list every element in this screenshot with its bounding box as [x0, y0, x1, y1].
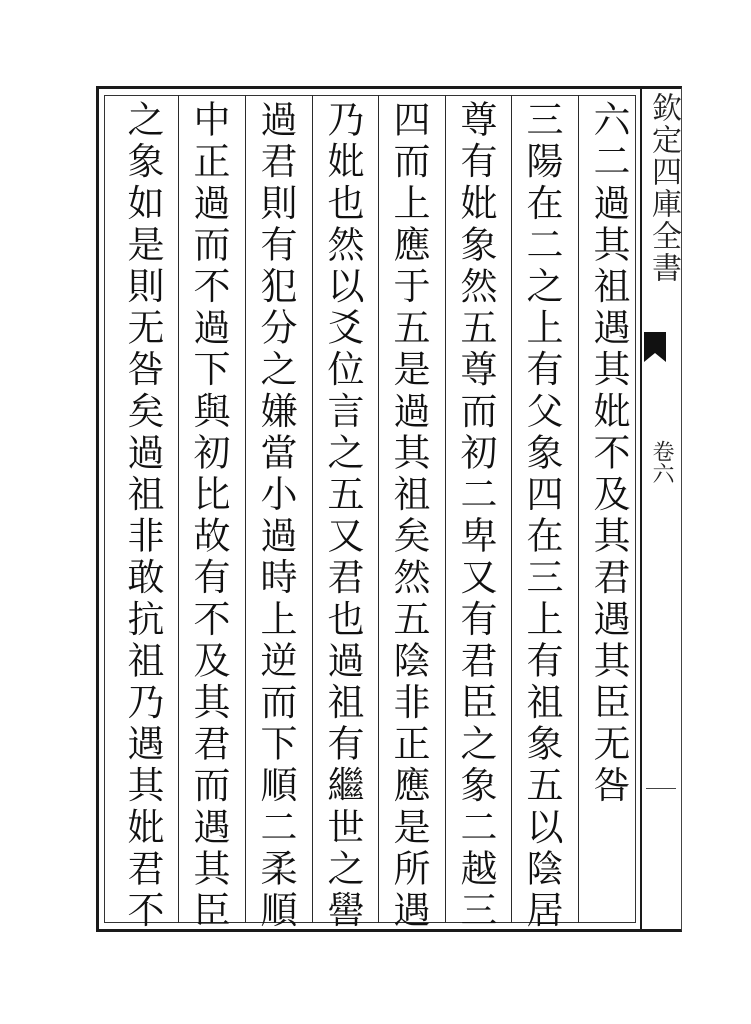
text-column: 之象如是則无咎矣過祖非敢抗祖乃遇其妣君不 [121, 100, 164, 932]
column-rule [245, 95, 246, 923]
text-column: 四而上應于五是過其祖矣然五陰非正應是所遇 [387, 100, 430, 932]
text-column: 尊有妣象然五尊而初二卑又有君臣之象二越三 [454, 100, 497, 932]
column-rule [312, 95, 313, 923]
column-rule [445, 95, 446, 923]
book-title: 欽定四庫全書 [646, 92, 681, 284]
text-column: 三陽在二之上有父象四在三上有祖象五以陰居 [520, 100, 563, 932]
text-column-heading: 六二過其祖遇其妣不及其君遇其臣无咎 [587, 100, 630, 808]
margin-tick [646, 788, 676, 789]
column-rule [578, 95, 579, 923]
column-rule [511, 95, 512, 923]
column-rule [178, 95, 179, 923]
text-column: 乃妣也然以爻位言之五又君也過祖有繼世之嚳 [321, 100, 364, 932]
text-column: 過君則有犯分之嫌當小過時上逆而下順二柔順 [254, 100, 297, 932]
column-rule [378, 95, 379, 923]
text-column: 中正過而不過下與初比故有不及其君而遇其臣 [187, 100, 230, 932]
juan-label: 卷六 [649, 440, 674, 484]
